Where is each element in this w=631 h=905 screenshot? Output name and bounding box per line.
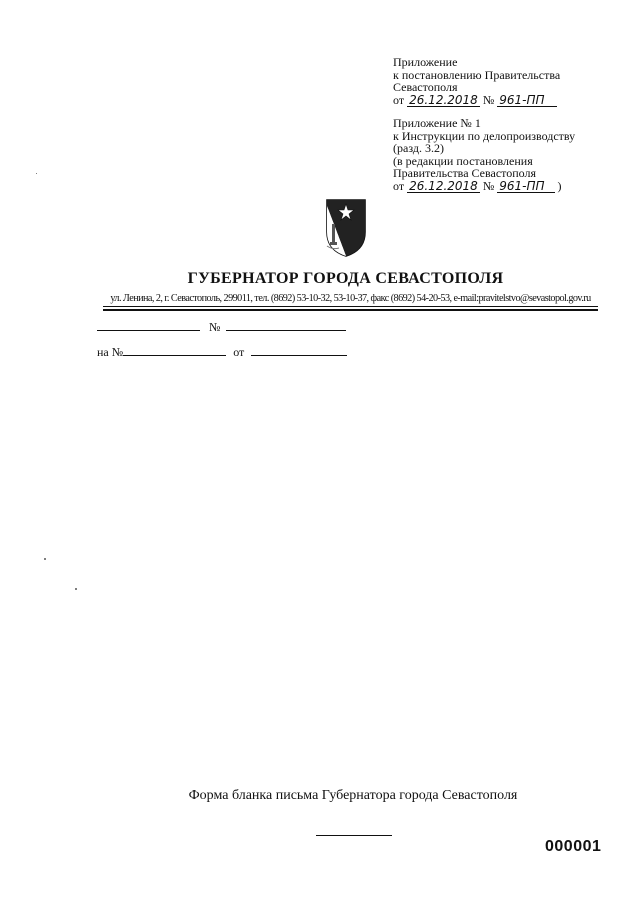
- annex-line: Приложение № 1: [393, 116, 481, 130]
- scan-speck: [36, 173, 37, 174]
- form-caption: Форма бланка письма Губернатора города Севастополя: [188, 788, 518, 803]
- handwritten-number: 961-ПП: [497, 94, 556, 107]
- page-title: ГУБЕРНАТОР ГОРОДА СЕВАСТОПОЛЯ: [187, 270, 504, 287]
- address-line: ул. Ленина, 2, г. Севастополь, 299011, тел. (8692) 53-10-32, 53-10-37, факс (8692) 54-20-53, e-mail:pravitelstvo@sevastopol.gov.ru: [110, 293, 591, 304]
- number-sign: №: [209, 320, 221, 334]
- from-word: от: [233, 345, 245, 359]
- closing-paren: ): [557, 178, 562, 193]
- number-sign: №: [482, 92, 495, 107]
- annex-line: к Инструкции по делопроизводству: [393, 128, 576, 143]
- annex-date-line: [393, 94, 560, 107]
- annex-date-line: [393, 180, 575, 193]
- handwritten-date: 26.12.2018: [409, 92, 478, 107]
- date-prefix: от: [393, 92, 405, 107]
- date-prefix: от: [393, 178, 405, 193]
- footer-divider: [316, 835, 392, 836]
- annex-line: Севастополя: [393, 80, 458, 94]
- handwritten-date: 26.12.2018: [409, 178, 478, 193]
- reply-prefix: на №: [97, 345, 124, 359]
- header-divider-thin: [103, 306, 598, 307]
- annex-line: к постановлению Правительства: [393, 67, 561, 82]
- handwritten-number: 961-ПП: [497, 180, 554, 193]
- annex-line: (разд. 3.2): [393, 141, 444, 155]
- registration-date-field[interactable]: [97, 320, 200, 331]
- registration-number-row: [97, 320, 346, 335]
- reply-number-field[interactable]: [123, 345, 226, 356]
- annex-line: (в редакции постановления: [393, 153, 533, 168]
- reply-reference-row: [97, 345, 347, 360]
- annex-line: Приложение: [393, 55, 458, 69]
- scan-speck: [44, 558, 46, 560]
- registration-number-field[interactable]: [226, 320, 346, 331]
- number-sign: №: [482, 178, 495, 193]
- scan-speck: [75, 588, 77, 590]
- annex-block-second: [393, 117, 575, 193]
- header-divider-thick: [103, 309, 598, 311]
- reply-date-field[interactable]: [251, 345, 347, 356]
- annex-line: Правительства Севастополя: [393, 166, 537, 180]
- sevastopol-coat-of-arms-icon: [323, 198, 369, 258]
- annex-block-top: [393, 56, 560, 107]
- serial-number: 000001: [545, 838, 602, 855]
